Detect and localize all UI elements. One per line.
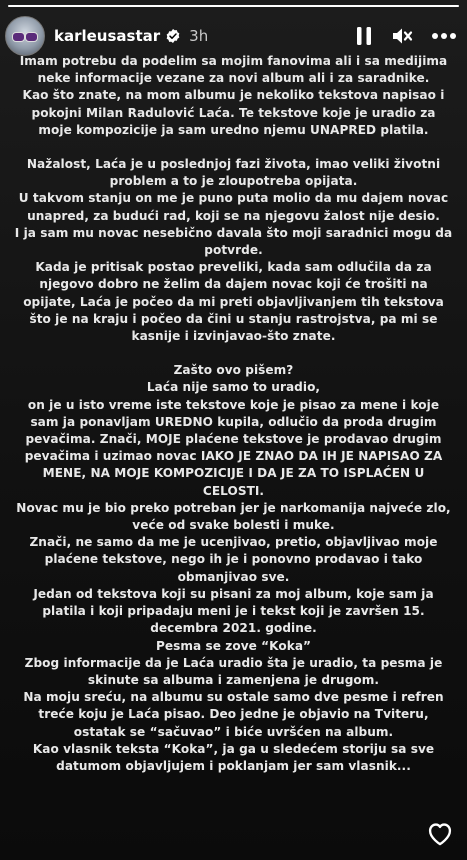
story-paragraph: Imam potrebu da podelim sa mojim fanovima ali i sa medijima neke informacije vezane za novi album ali i za saradnike.	[19, 54, 448, 86]
story-paragraph: Znači, ne samo da me je ucenjivao, pretio, objavljivao moje plaćene tekstove, nego ih je i ponovno prodavao i tako obmanjivao sve.	[29, 535, 438, 584]
story-paragraph: I ja sam mu novac nesebično davala što moji saradnici mogu da potvrde.	[14, 225, 453, 258]
story-paragraph: Zašto ovo pišem?	[173, 363, 294, 378]
story-paragraph: Novac mu je bio preko potreban jer je narkomanija najveće zlo, veće od svake bolesti i muke.	[16, 500, 451, 533]
story-text	[0, 53, 467, 775]
story-header	[0, 14, 467, 58]
story-paragraph: Jedan od tekstova koji su pisani za moj album, koje sam ja platila i koji pripadaju meni je i tekst koji je završen 15. decembra 2021. godine.	[33, 586, 434, 636]
avatar[interactable]	[5, 16, 45, 56]
heart-icon[interactable]	[425, 818, 455, 848]
pause-icon[interactable]	[355, 26, 373, 46]
story-paragraph: Na moju sreću, na albumu su ostale samo dve pesme i refren treće koju je Laća pisao. Deo jedne je objavio na Tviteru, ostatak se “sačuvao” i biće uvršćen na album.	[23, 690, 444, 739]
story-paragraph: Kao što znate, na mom albumu je nekoliko tekstova napisao i pokojni Milan Radulović Laća. Te tekstove koje je uradio za moje kompozicije ja sam uredno njemu UNAPRED platila.	[22, 88, 445, 137]
post-time: 3h	[189, 27, 209, 45]
story-paragraph: on je u isto vreme iste tekstove koje je pisao za mene i koje sam ja ponavljam UREDNO kupila, odlučio da proda drugim pevačima. Znači, MOJE plaćene tekstove je prodavao drugim pevačima i uzimao novac IAKO JE ZNAO DA IH JE NAPISAO ZA MENE, NA MOJE KOMPOZICIJE I DA JE ZA TO ISPLAĆEN U CELOSTI.	[24, 397, 443, 498]
story-progress-fill	[8, 5, 459, 7]
avatar-glasses-graphic	[12, 32, 38, 40]
mute-icon[interactable]	[391, 26, 413, 46]
username[interactable]: karleusastar	[54, 27, 161, 45]
story-paragraph: Kao vlasnik teksta “Koka”, ja ga u sledećem storiju sa sve datumom objavljujem i poklanjam jer sam vlasnik...	[32, 741, 435, 773]
story-paragraph: Laća nije samo to uradio,	[146, 380, 321, 395]
story-controls	[355, 14, 457, 58]
story-paragraph: Nažalost, Laća je u poslednjoj fazi života, imao veliki životni problem a to je zloupotreba opijata.	[26, 157, 441, 189]
story-paragraph: Kada je pritisak postao preveliki, kada sam odlučila da za njegovo dobro ne želim da dajem novac koji će trošiti na opijate, Laća je počeo da mi preti objavljivanjem tih tekstova što je na kraju i počeo da čini u stanju rastrojstva, pa mi se kasnije i izvinjavao-što znate.	[23, 260, 444, 344]
story-paragraph: Zbog informacije da je Laća uradio šta je uradio, ta pesma je skinute sa albuma i zamenjena je drugom.	[24, 655, 443, 687]
more-icon[interactable]	[431, 32, 457, 40]
story-progress-bar	[8, 5, 459, 7]
paragraph-gap	[14, 139, 453, 156]
paragraph-gap	[14, 345, 453, 362]
verified-badge-icon	[165, 28, 181, 44]
story-paragraph: Pesma se zove “Koka”	[155, 638, 312, 653]
story-paragraph: U takvom stanju on me je puno puta molio da mu dajem novac unapred, za budući rad, koji se na njegovu žalost nije desio.	[18, 191, 449, 223]
